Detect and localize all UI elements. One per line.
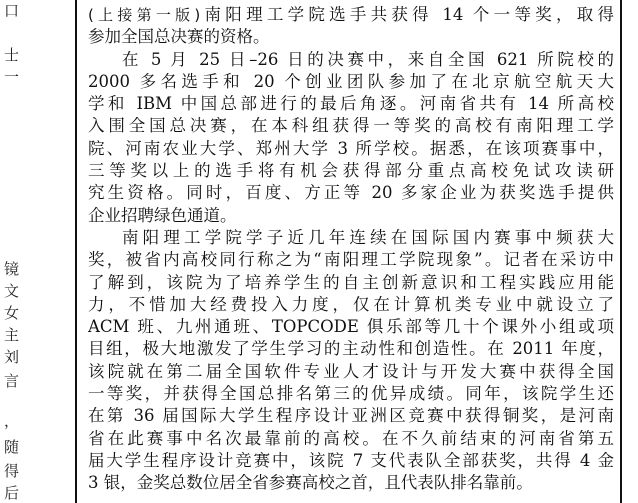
article-line: 三等奖以上的选手将有机会获得部分重点高校免试攻读研	[88, 161, 614, 181]
article-line: 一等奖，并获得全国总排名第三的优异成绩。同年，该院学生还	[88, 384, 614, 404]
article-line: 院、河南农业大学、郑州大学 3 所学校。据悉，在该项赛事中，	[88, 138, 614, 158]
news-article	[88, 4, 614, 495]
article-line: 奖，被省内高校同行称之为“南阳理工学院现象”。记者在采访中	[88, 250, 614, 270]
article-line: 3 银，金奖总数位居全省参赛高校之首，且代表队排名靠前。	[88, 473, 533, 493]
article-line: 2000 多名选手和 20 个创业团队参加了在北京航空航天大	[88, 71, 614, 91]
article-line: 该院就在第二届全国软件专业人才设计与开发大赛中获得全国	[88, 361, 614, 381]
left-fragment: 女	[4, 304, 20, 322]
left-fragment: 后	[4, 484, 20, 502]
left-fragment: 口	[4, 2, 20, 20]
column-rule-left	[75, 0, 77, 503]
left-fragment: 文	[4, 282, 20, 300]
article-line: 入围全国总决赛，在本科组获得一等奖的高校有南阳理工学	[88, 116, 614, 136]
left-fragment: 主	[4, 326, 20, 344]
article-line: 学和 IBM 中国总部进行的最后角逐。河南省共有 14 所高校	[88, 94, 614, 114]
column-rule-right	[620, 0, 622, 503]
article-line: 参加全国总决赛的资格。	[88, 27, 270, 47]
article-line: 在第 36 届国际大学生程序设计亚洲区竞赛中获得铜奖，是河南	[88, 406, 614, 426]
article-line: 目组，极大地激发了学生学习的主动性和创造性。在 2011 年度，	[88, 339, 614, 359]
left-column-fragment	[0, 0, 72, 503]
article-line: 了解到，该院为了培养学生的自主创新意识和工程实践应用能	[88, 272, 614, 292]
article-line: 在 5 月 25 日–26 日的决赛中，来自全国 621 所院校的	[122, 49, 614, 69]
left-fragment: 刘	[4, 348, 20, 366]
left-fragment: ，	[4, 412, 20, 430]
left-fragment: 随	[4, 438, 20, 456]
left-fragment: 镜	[4, 260, 20, 278]
left-fragment: 一	[4, 68, 20, 86]
article-line: 究生资格。同时，百度、方正等 20 多家企业为获奖选手提供	[88, 183, 614, 203]
article-line: ACM 班、九州通班、TOPCODE 俱乐部等几十个课外小组或项	[88, 317, 614, 337]
article-line: 企业招聘绿色通道。	[88, 205, 237, 225]
article-line: (上接第一版)南阳理工学院选手共获得 14 个一等奖，取得	[88, 5, 614, 24]
article-line: 届大学生程序设计竞赛中，该院 7 支代表队全部获奖，共得 4 金	[88, 450, 614, 470]
article-line: 力，不惜加大经费投入力度，仅在计算机类专业中就设立了	[88, 294, 614, 314]
article-line: 省在此赛事中名次最靠前的高校。在不久前结束的河南省第五	[88, 428, 614, 448]
left-fragment: 言	[4, 372, 20, 390]
continuation-tag: (上接第一版)	[88, 6, 201, 24]
article-line: 南阳理工学院学子近几年连续在国际国内赛事中频获大	[122, 227, 614, 247]
left-fragment: 得	[4, 462, 20, 480]
left-fragment: 士	[4, 46, 20, 64]
